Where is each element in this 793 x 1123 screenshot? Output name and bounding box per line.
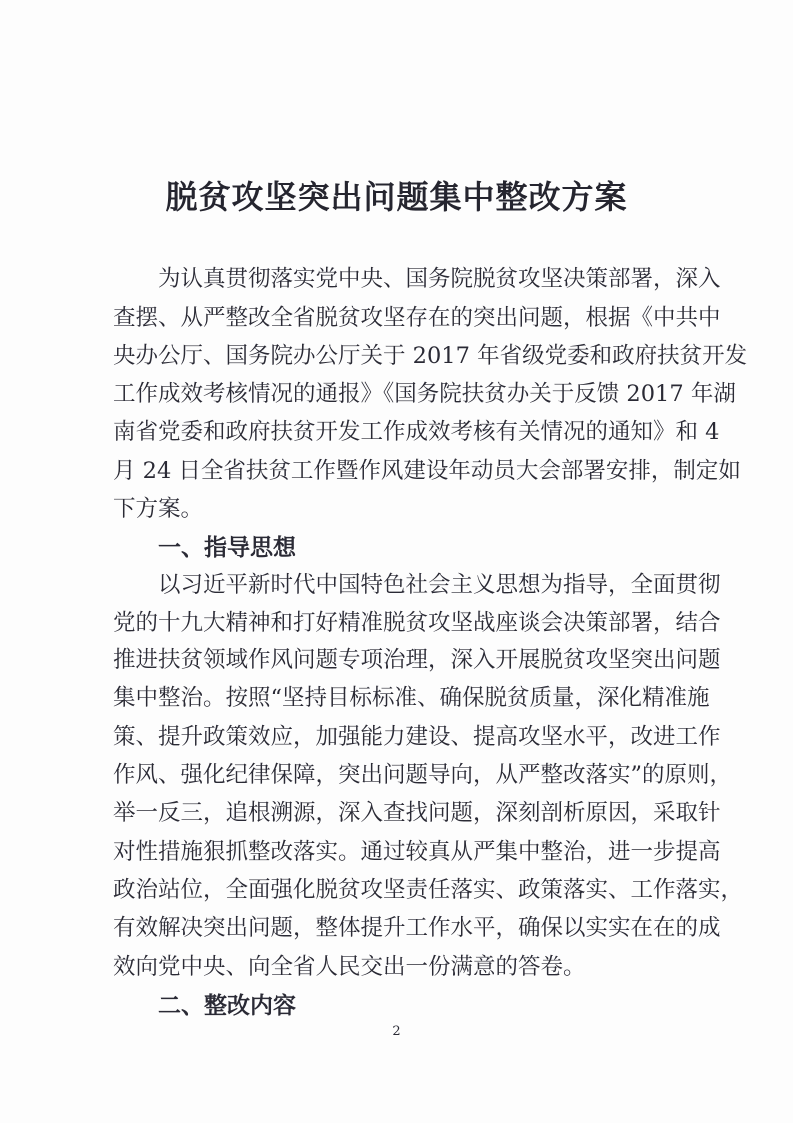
paragraph-line: 工作成效考核情况的通报》《国务院扶贫办关于反馈 2017 年湖 [113, 381, 736, 407]
paragraph-line: 查摆、从严整改全省脱贫攻坚存在的突出问题，根据《中共中 [113, 305, 721, 331]
paragraph-line: 月 24 日全省扶贫工作暨作风建设年动员大会部署安排，制定如 [113, 458, 741, 484]
paragraph-line: 推进扶贫领域作风问题专项治理，深入开展脱贫攻坚突出问题 [113, 647, 721, 673]
page-number: 2 [392, 1024, 401, 1039]
paragraph-line: 党的十九大精神和打好精准脱贫攻坚战座谈会决策部署，结合 [113, 610, 721, 636]
paragraph-line: 下方案。 [113, 496, 204, 522]
paragraph-line: 央办公厅、国务院办公厅关于 2017 年省级党委和政府扶贫开发 [113, 343, 748, 369]
paragraph-line: 作风、强化纪律保障，突出问题导向，从严整改落实”的原则， [113, 762, 733, 788]
section-heading-rectification-content: 二、整改内容 [158, 992, 296, 1019]
paragraph-line: 为认真贯彻落实党中央、国务院脱贫攻坚决策部署，深入 [158, 266, 721, 292]
paragraph-line: 举一反三，追根溯源，深入查找问题，深刻剖析原因，采取针 [113, 800, 721, 826]
paragraph-line: 对性措施狠抓整改落实。通过较真从严集中整治，进一步提高 [113, 839, 721, 865]
document-title: 脱贫攻坚突出问题集中整改方案 [165, 178, 628, 216]
paragraph-line: 集中整治。按照“坚持目标标准、确保脱贫质量，深化精准施 [113, 685, 710, 711]
paragraph-line: 南省党委和政府扶贫开发工作成效考核有关情况的通知》和 4 [113, 419, 720, 445]
paragraph-line: 策、提升政策效应，加强能力建设、提高攻坚水平，改进工作 [113, 724, 721, 750]
paragraph-line: 政治站位，全面强化脱贫攻坚责任落实、政策落实、工作落实， [113, 877, 744, 903]
paragraph-line: 以习近平新时代中国特色社会主义思想为指导，全面贯彻 [158, 572, 721, 598]
section-heading-guiding-ideology: 一、指导思想 [158, 534, 296, 561]
paragraph-line: 效向党中央、向全省人民交出一份满意的答卷。 [113, 954, 586, 980]
paragraph-line: 有效解决突出问题，整体提升工作水平，确保以实实在在的成 [113, 915, 721, 941]
